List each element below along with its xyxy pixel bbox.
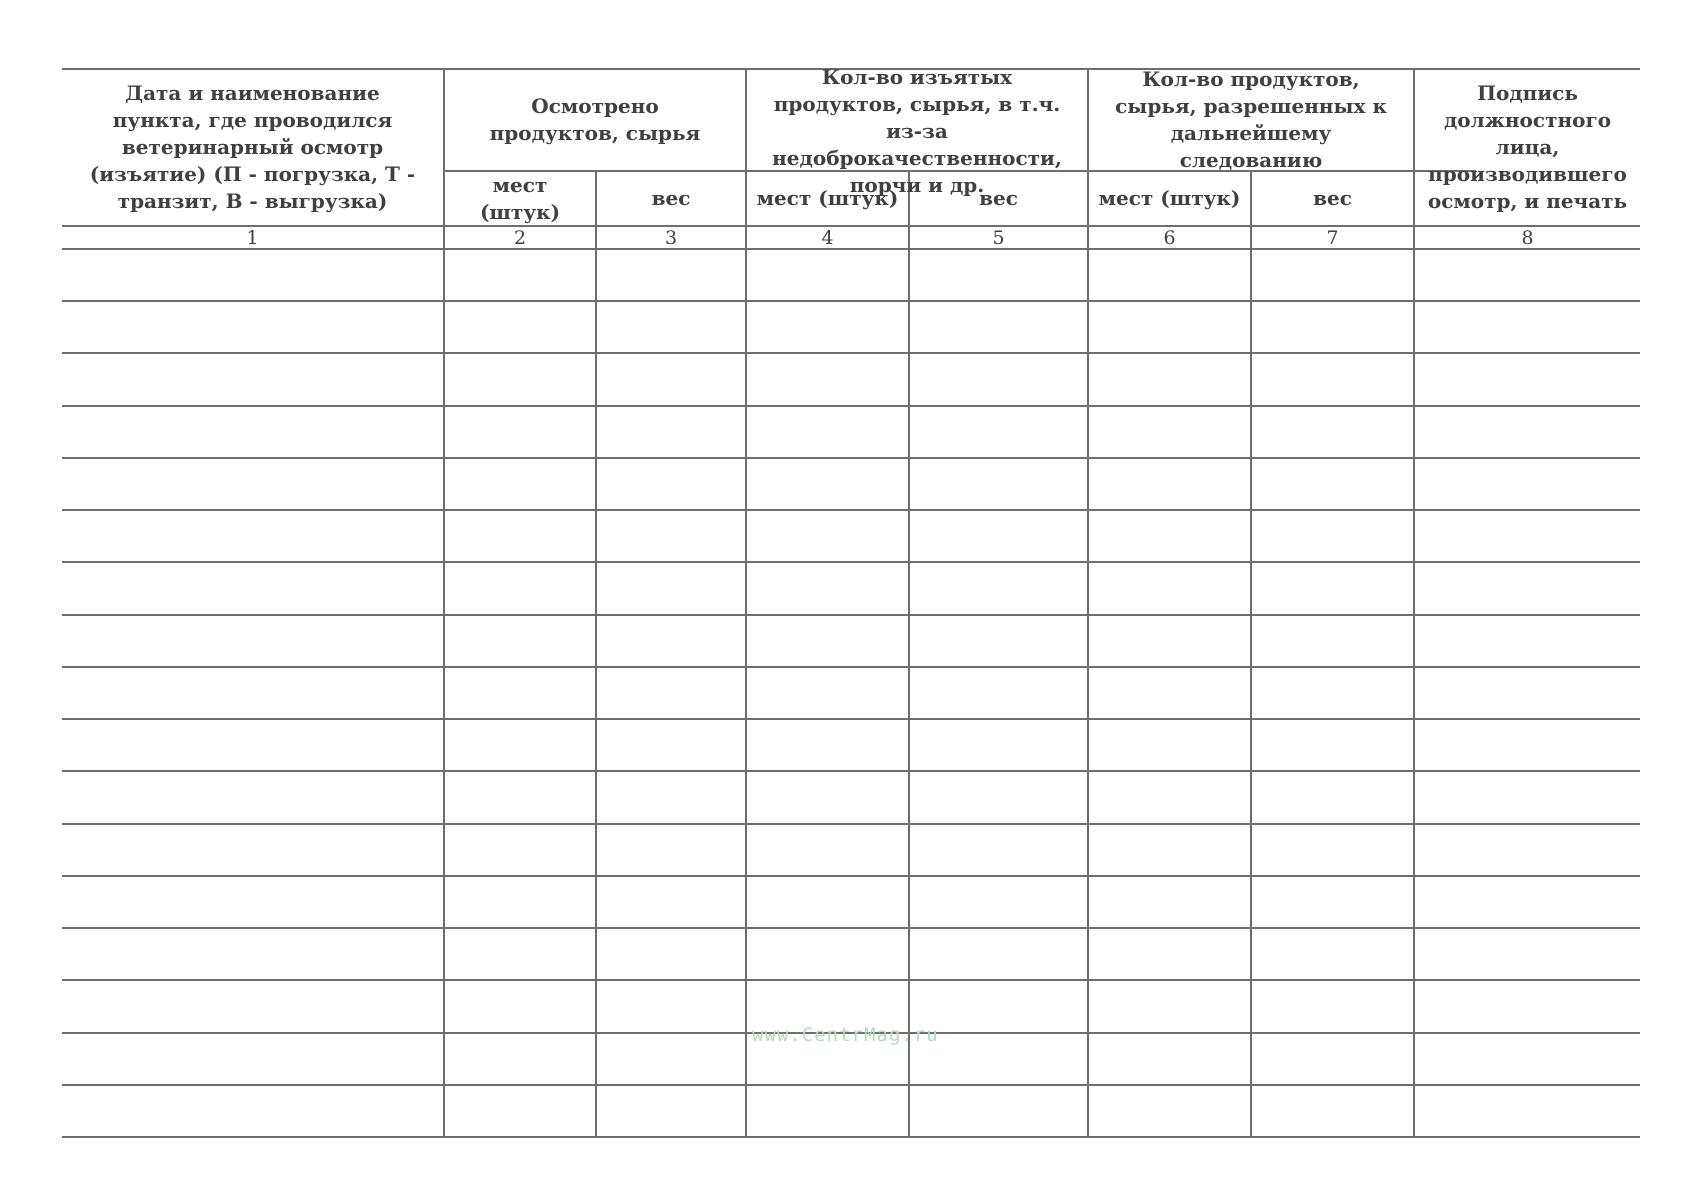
column-number: 5	[992, 226, 1005, 249]
row-line	[62, 352, 1640, 354]
col-divider	[1250, 170, 1252, 1138]
row-line	[62, 1136, 1640, 1138]
row-line	[62, 666, 1640, 668]
row-line	[62, 457, 1640, 459]
subheader-places: мест (штук)	[479, 172, 561, 224]
row-line	[62, 561, 1640, 563]
row-line	[62, 509, 1640, 511]
row-line	[62, 614, 1640, 616]
column-number: 6	[1163, 226, 1176, 249]
column-number: 1	[246, 226, 259, 249]
row-line	[62, 1084, 1640, 1086]
column-number: 7	[1326, 226, 1339, 249]
subheader-weight: вес	[1313, 186, 1352, 210]
column-number: 2	[513, 226, 527, 249]
row-line	[62, 405, 1640, 407]
header-allowed: Кол-во продуктов, сырья, разрешенных к дальнейшему следованию	[1115, 67, 1387, 172]
row-line	[62, 979, 1640, 981]
col-divider	[908, 170, 910, 1138]
header-seized: Кол-во изъятых продуктов, сырья, в т.ч. из-за недоброкачественности, порчи и др.	[772, 65, 1062, 197]
column-number: 4	[821, 226, 834, 249]
subheader-weight: вес	[979, 186, 1018, 210]
numbers-bottom-border	[62, 248, 1640, 250]
watermark: www.CentrMag.ru	[752, 1024, 939, 1046]
header-inspected: Осмотрено продуктов, сырья	[489, 94, 701, 145]
column-number: 3	[664, 226, 678, 249]
row-line	[62, 718, 1640, 720]
header-date-place: Дата и наименование пункта, где проводился ветеринарный осмотр (изъятие) (П - погрузка, Т - транзит, В - выгрузка)	[89, 81, 416, 213]
col-divider	[595, 170, 597, 1138]
subheader-weight: вес	[651, 186, 691, 210]
subheader-places: мест (штук)	[1098, 186, 1241, 210]
journal-table	[62, 65, 1640, 1138]
row-line	[62, 875, 1640, 877]
header-signature: Подпись должностного лица, производившего осмотр, и печать	[1427, 81, 1628, 213]
row-line	[62, 770, 1640, 772]
column-number: 8	[1521, 226, 1534, 249]
row-line	[62, 823, 1640, 825]
subheader-places: мест (штук)	[756, 186, 899, 210]
row-line	[62, 927, 1640, 929]
row-line	[62, 300, 1640, 302]
